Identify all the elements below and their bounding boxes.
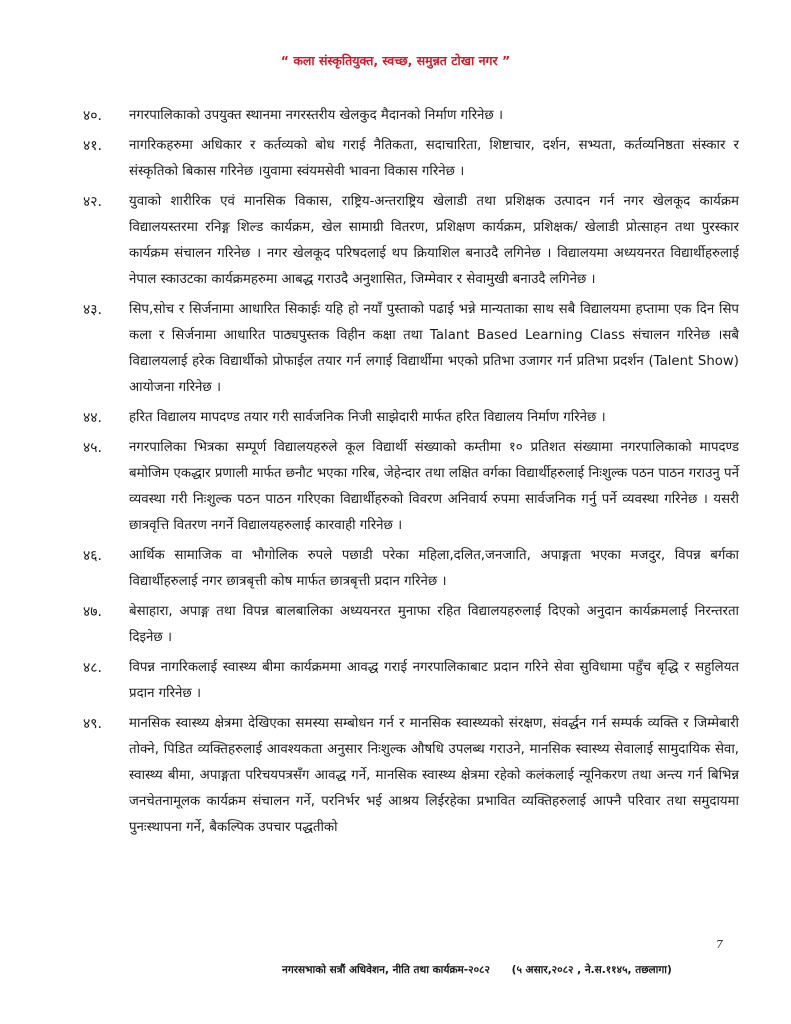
- item-number: ४९.: [83, 716, 103, 732]
- list-item: [83, 297, 739, 401]
- page-number: 7: [716, 938, 723, 951]
- footer-date: (५ असार,२०८२ , ने.स.११४५, तछलागा): [511, 964, 672, 976]
- item-text: आर्थिक सामाजिक वा भौगोलिक रुपले पछाडी परेका महिला,दलित,जनजाति, अपाङ्गता भएका मजदुर, विपन्न बर्गका विद्यार्थीहरुलाई नगर छात्रबृत्ती कोष मार्फत छात्रबृत्ती प्रदान गरिनेछ ।: [129, 548, 739, 589]
- item-text: बेसाहारा, अपाङ्ग तथा विपन्न बालबालिका अध्ययनरत मुनाफा रहित विद्यालयहरुलाई दिएको अनुदान कार्यक्रमलाई निरन्तरता दिइनेछ ।: [129, 604, 739, 645]
- item-text: विपन्न नागरिकलाई स्वास्थ्य बीमा कार्यक्रममा आवद्ध गराई नगरपालिकाबाट प्रदान गरिने सेवा सुविधामा पहुँच बृद्धि र सहुलियत प्रदान गरिनेछ ।: [129, 660, 739, 701]
- item-text: नगरपालिका भित्रका सम्पूर्ण विद्यालयहरुले कूल विद्यार्थी संख्याको कम्तीमा १० प्रतिशत संख्यामा नगरपालिकाको मापदण्ड बमोजिम एकद्धार प्रणाली मार्फत छनौट भएका गरिब, जेहेन्दार तथा लक्षित वर्गका विद्यार्थीहरुलाई निःशुल्क पठन पाठन गराउनु पर्ने व्यवस्था गरी निःशुल्क पठन पाठन गरिएका विद्यार्थीहरुको विवरण अनिवार्य रुपमा सार्वजनिक गर्नु पर्ने व्यवस्था गरिनेछ । यसरी छात्रवृत्ति वितरण नगर्ने विद्यालयहरुलाई कारवाही गरिनेछ ।: [129, 440, 739, 533]
- footer: [282, 963, 742, 977]
- list-item: [83, 711, 739, 841]
- list-item: [83, 599, 739, 651]
- item-text: हरित विद्यालय मापदण्ड तयार गरी सार्वजनिक निजी साझेदारी मार्फत हरित विद्यालय निर्माण गरिनेछ ।: [129, 410, 606, 425]
- list-item: [83, 189, 739, 293]
- item-number: ४०.: [83, 108, 103, 124]
- header-motto: “ कला संस्कृतियुक्त, स्वच्छ, समुन्नत टोखा नगर ”: [280, 53, 511, 68]
- item-text: नागरिकहरुमा अधिकार र कर्तव्यको बोध गराई नैतिकता, सदाचारिता, शिष्टाचार, दर्शन, सभ्यता, कर्तव्यनिष्ठता संस्कार र संस्कृतिको बिकास गरिनेछ ।युवामा स्वंयमसेवी भावना विकास गरिनेछ ।: [129, 138, 739, 179]
- list-item: [83, 133, 739, 185]
- item-number: ४८.: [83, 660, 103, 676]
- item-text: सिप,सोच र सिर्जनामा आधारित सिकाईः यहि हो नयाँ पुस्ताको पढाई भन्ने मान्यताका साथ सबै विद्यालयमा हप्तामा एक दिन सिप कला र सिर्जनामा आधारित पाठ्यपुस्तक विहीन कक्षा तथा Talant Based Learning Class संचालन गरिनेछ ।सबै विद्यालयलाई हरेक विद्यार्थीको प्रोफाईल तयार गर्न लगाई विद्यार्थीमा भएको प्रतिभा उजागर गर्न प्रतिभा प्रदर्शन (Talent Show) आयोजना गरिनेछ ।: [129, 302, 739, 395]
- list-item: [83, 543, 739, 595]
- list-item: [83, 103, 739, 129]
- list-item: [83, 655, 739, 707]
- item-number: ४६.: [83, 548, 103, 564]
- list-item: [83, 435, 739, 539]
- item-number: ४५.: [83, 440, 103, 456]
- item-number: ४१.: [83, 138, 103, 154]
- item-text: मानसिक स्वास्थ्य क्षेत्रमा देखिएका समस्या सम्बोधन गर्न र मानसिक स्वास्थ्यको संरक्षण, संवर्द्धन गर्न सम्पर्क व्यक्ति र जिम्मेबारी तोक्ने, पिडित व्यक्तिहरुलाई आवश्यकता अनुसार निःशुल्क औषधि उपलब्ध गराउने, मानसिक स्वास्थ्य सेवालाई सामुदायिक सेवा, स्वास्थ्य बीमा, अपाङ्गता परिचयपत्रसँग आवद्ध गर्ने, मानसिक स्वास्थ्य क्षेत्रमा रहेको कलंकलाई न्यूनिकरण तथा अन्त्य गर्न बिभिन्न जनचेतनामूलक कार्यक्रम संचालन गर्ने, परनिर्भर भई आश्रय लिईरहेका प्रभावित व्यक्तिहरुलाई आफ्नै परिवार तथा समुदायमा पुनःस्थापना गर्ने, बैकल्पिक उपचार पद्धतीको: [129, 716, 739, 835]
- item-text: युवाको शारीरिक एवं मानसिक विकास, राष्ट्रिय-अन्तराष्ट्रिय खेलाडी तथा प्रशिक्षक उत्पादन गर्न नगर खेलकूद कार्यक्रम विद्यालयस्तरमा रनिङ्ग शिल्ड कार्यक्रम, खेल सामाग्री वितरण, प्रशिक्षण कार्यक्रम, प्रशिक्षक/ खेलाडी प्रोत्साहन तथा पुरस्कार कार्यक्रम संचालन गरिनेछ । नगर खेलकूद परिषदलाई थप क्रियाशिल बनाउदै लगिनेछ । विद्यालयमा अध्ययनरत विद्यार्थीहरुलाई नेपाल स्काउटका कार्यक्रमहरुमा आबद्ध गराउदै अनुशासित, जिम्मेवार र सेवामुखी बनाउदै लगिनेछ ।: [129, 194, 739, 287]
- policy-list: [83, 103, 739, 845]
- item-number: ४७.: [83, 604, 103, 620]
- item-number: ४२.: [83, 194, 103, 210]
- item-number: ४३.: [83, 302, 103, 318]
- item-text: नगरपालिकाको उपयुक्त स्थानमा नगरस्तरीय खेलकुद मैदानको निर्माण गरिनेछ ।: [129, 108, 504, 123]
- footer-document-title: नगरसभाको सत्रौं अधिवेशन, नीति तथा कार्यक्रम-२०८२: [282, 964, 490, 976]
- list-item: [83, 405, 739, 431]
- item-number: ४४.: [83, 410, 103, 426]
